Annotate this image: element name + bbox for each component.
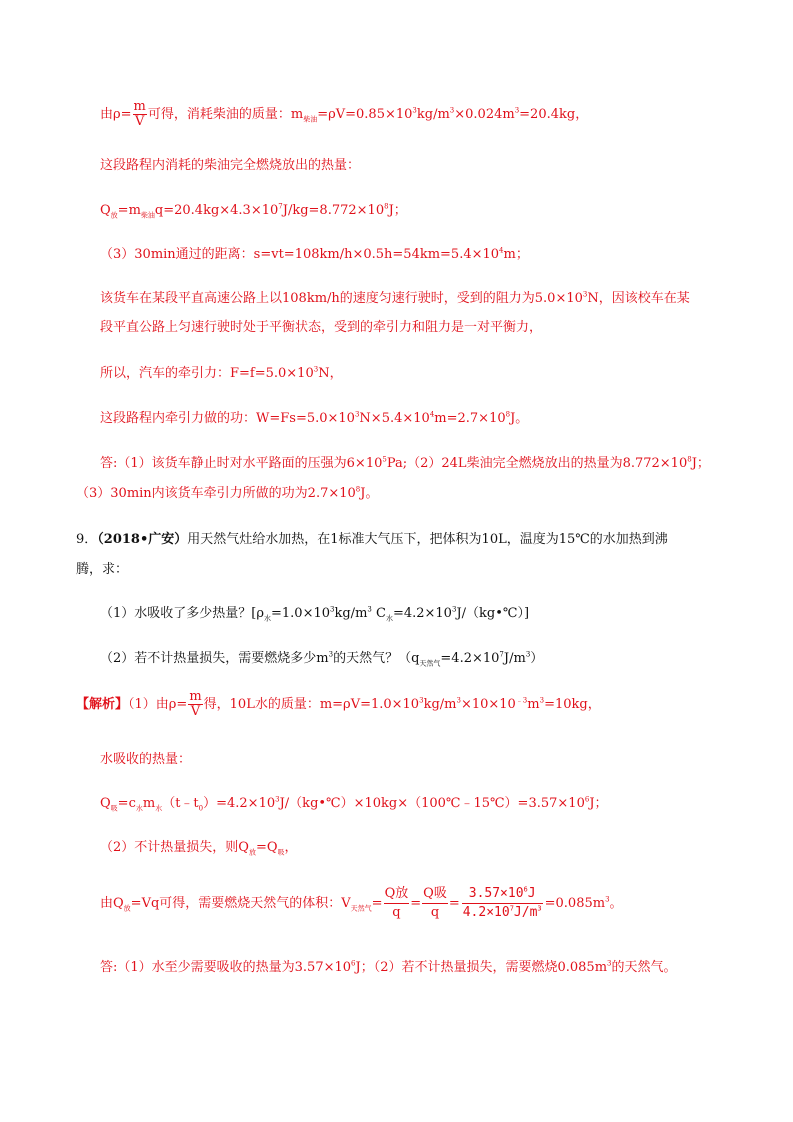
sup: 3 xyxy=(605,895,610,904)
fraction-numeric xyxy=(462,885,543,922)
text: = xyxy=(410,896,422,911)
text: =ρV=0.85×10 xyxy=(317,107,413,122)
text: J； xyxy=(589,796,608,811)
sup: 3 xyxy=(419,696,424,705)
solution-no-loss xyxy=(100,838,298,858)
text: （2）若不计热量损失，需要燃烧多少m xyxy=(100,651,329,666)
frac-den: V xyxy=(190,704,201,719)
text: N×5.4×10 xyxy=(359,411,430,426)
text: 由ρ= xyxy=(100,107,132,122)
sub: 吸 xyxy=(277,848,285,857)
frac-den xyxy=(462,904,543,922)
text: 3.57×10 xyxy=(468,886,524,901)
sub: 柴油 xyxy=(140,211,155,220)
text: =c xyxy=(117,796,136,811)
sup: 3 xyxy=(525,650,531,659)
text: m xyxy=(527,697,540,712)
solution-tag: 【解析】 xyxy=(76,697,129,712)
text: （2）不计热量损失，则Q xyxy=(100,840,249,855)
text: Q xyxy=(100,203,111,218)
para-heat-calc xyxy=(100,201,407,221)
sup: 3 xyxy=(582,290,588,299)
frac-den: q xyxy=(392,905,401,920)
text: kg/m xyxy=(334,606,368,621)
text: （t﹣t xyxy=(162,796,199,811)
text: ， xyxy=(284,840,298,855)
text: 4.2×10 xyxy=(462,905,510,920)
sup: 4 xyxy=(499,246,504,255)
sub: 柴油 xyxy=(303,115,318,124)
sup: 8 xyxy=(355,485,361,494)
sup: 3 xyxy=(354,410,360,419)
sup: 3 xyxy=(328,650,334,659)
text: J/m xyxy=(503,651,526,666)
sup: 7 xyxy=(499,650,504,659)
frac-num: m xyxy=(189,689,202,704)
sub: 放 xyxy=(110,211,118,220)
sub: 水 xyxy=(155,804,163,813)
text: = xyxy=(448,896,460,911)
text: J/（kg•℃）×10kg×（100℃﹣15℃）=3.57×10 xyxy=(279,796,585,811)
question-source: （2018•广安） xyxy=(97,532,188,547)
text: =Q xyxy=(255,840,278,855)
text: （1）水吸收了多少热量？[ρ xyxy=(100,606,264,621)
text: J。 xyxy=(510,411,529,426)
text: ） xyxy=(530,651,544,666)
text: （3）30min通过的距离：s=vt=108km/h×0.5h=54km=5.4×10 xyxy=(100,247,500,262)
sup: 8 xyxy=(384,202,389,211)
sup: 3 xyxy=(451,605,457,614)
sup: 3 xyxy=(537,904,542,913)
sub: 吸 xyxy=(110,804,118,813)
question-number: 9． xyxy=(76,532,98,547)
frac-num: Q吸 xyxy=(422,885,448,904)
solution-volume xyxy=(100,884,623,924)
solution-heat-title: 水吸收的热量： xyxy=(100,752,192,767)
text: 得，10L水的质量：m=ρV=1.0×10 xyxy=(203,697,420,712)
text: ×0.024m xyxy=(454,107,515,122)
text: Q xyxy=(100,796,111,811)
text: J； xyxy=(691,456,710,471)
text: 该货车在某段平直高速公路上以108km/h的速度匀速行驶时，受到的阻力为5.0×10 xyxy=(100,291,583,306)
sup: 8 xyxy=(505,410,511,419)
sup: 3 xyxy=(456,696,461,705)
sup: 6 xyxy=(351,959,356,968)
text: m=2.7×10 xyxy=(434,411,506,426)
sup: 3 xyxy=(313,365,319,374)
text: kg/m xyxy=(416,107,450,122)
text: 答:（1）该货车静止时对水平路面的压强为6×10 xyxy=(100,456,383,471)
text: C xyxy=(371,606,386,621)
text: ）=4.2×10 xyxy=(203,796,276,811)
question-9-line-1 xyxy=(76,530,668,550)
para-traction xyxy=(100,364,343,384)
sup: 6 xyxy=(523,885,528,894)
sup: 3 xyxy=(514,106,520,115)
fraction-m-over-v xyxy=(133,100,147,129)
frac-num: m xyxy=(133,99,146,114)
sup: 7 xyxy=(509,904,514,913)
text: 这段路程内牵引力做的功：W=Fs=5.0×10 xyxy=(100,411,355,426)
solution-answer xyxy=(100,958,677,978)
text: =10kg， xyxy=(544,697,601,712)
text: N， xyxy=(318,366,343,381)
text: 所以，汽车的牵引力：F=f=5.0×10 xyxy=(100,366,314,381)
sup: 3 xyxy=(412,106,417,115)
text: kg/m xyxy=(423,697,457,712)
text: m xyxy=(142,796,156,811)
question-9-part-1 xyxy=(100,604,529,624)
text: =4.2×10 xyxy=(440,651,500,666)
text: （1）由ρ= xyxy=(128,697,188,712)
para-answer-8-2 xyxy=(76,484,378,504)
text: q=20.4kg×4.3×10 xyxy=(154,203,279,218)
frac-num: Q放 xyxy=(384,885,410,904)
sup: 3 xyxy=(607,959,612,968)
text: J/m xyxy=(513,905,538,920)
sup: 3 xyxy=(449,106,455,115)
text: 可得，消耗柴油的质量：m xyxy=(147,107,304,122)
text: J；（2）若不计热量损失，需要燃烧0.085m xyxy=(355,960,608,975)
text: Pa;（2）24L柴油完全燃烧放出的热量为8.772×10 xyxy=(386,456,688,471)
fraction-m-over-v xyxy=(188,690,202,719)
sup: ﹣3 xyxy=(515,696,528,705)
sub: 水 xyxy=(385,614,393,623)
fraction-q-release-over-q xyxy=(384,885,410,922)
sup: 3 xyxy=(275,795,280,804)
sub: 天然气 xyxy=(350,904,372,913)
text: 由Q xyxy=(100,896,124,911)
question-9-part-2 xyxy=(100,649,543,669)
sub: 天然气 xyxy=(419,659,441,668)
text: J xyxy=(527,886,536,901)
sub: 0 xyxy=(198,804,204,813)
text: 答:（1）水至少需要吸收的热量为3.57×10 xyxy=(100,960,352,975)
para-work xyxy=(100,409,528,429)
para-resistance-1 xyxy=(100,289,690,309)
text: =Vq可得，需要燃烧天然气的体积：V xyxy=(130,896,351,911)
sup: 8 xyxy=(687,455,692,464)
text: =4.2×10 xyxy=(392,606,452,621)
sup: 3 xyxy=(367,605,372,614)
text: 用天然气灶给水加热，在1标准大气压下，把体积为10L，温度为15℃的水加热到沸 xyxy=(187,532,668,547)
text: =1.0×10 xyxy=(271,606,331,621)
sub: 放 xyxy=(123,904,131,913)
solution-heat-calc xyxy=(100,794,608,814)
fraction-q-absorb-over-q xyxy=(422,885,448,922)
para-distance xyxy=(100,245,529,265)
frac-den: V xyxy=(135,114,145,129)
frac-den: q xyxy=(430,905,440,920)
para-heat-title: 这段路程内消耗的柴油完全燃烧放出的热量： xyxy=(100,158,361,173)
sup: 7 xyxy=(278,202,283,211)
para-resistance-2: 段平直公路上匀速行驶时处于平衡状态，受到的牵引力和阻力是一对平衡力， xyxy=(100,320,543,335)
text: J/（kg•℃）] xyxy=(456,606,530,621)
para-density-formula xyxy=(100,100,588,130)
text: J； xyxy=(388,203,407,218)
text: m； xyxy=(503,247,529,262)
text: =20.4kg， xyxy=(519,107,589,122)
para-answer-8-1 xyxy=(100,454,710,474)
sup: 4 xyxy=(429,410,435,419)
sup: 3 xyxy=(330,605,335,614)
sup: 5 xyxy=(382,455,387,464)
text: =0.085m xyxy=(544,896,606,911)
sub: 放 xyxy=(248,848,256,857)
sub: 水 xyxy=(264,614,271,623)
question-9-line-2: 腾，求： xyxy=(76,562,129,577)
text: = xyxy=(371,896,383,911)
text: J/kg=8.772×10 xyxy=(282,203,385,218)
sup: 6 xyxy=(584,795,590,804)
text: 。 xyxy=(609,896,623,911)
text: 的天然气？（q xyxy=(333,651,420,666)
text: J。 xyxy=(360,486,379,501)
sup: 3 xyxy=(539,696,545,705)
text: 的天然气。 xyxy=(611,960,677,975)
text: （3）30min内该货车牵引力所做的功为2.7×10 xyxy=(76,486,356,501)
text: ×10×10 xyxy=(460,697,516,712)
solution-mass xyxy=(76,690,601,720)
text: N，因该校车在某 xyxy=(587,291,690,306)
sub: 水 xyxy=(135,804,143,813)
frac-num xyxy=(462,885,543,904)
text: =m xyxy=(117,203,141,218)
